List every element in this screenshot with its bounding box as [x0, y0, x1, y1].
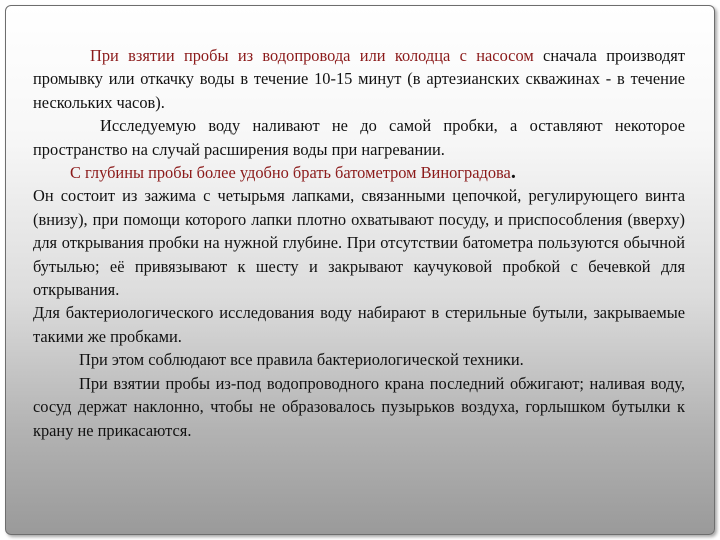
- paragraph-2: Исследуемую воду наливают не до самой пробки, а оставляют некоторое пространство на случай расширения воды при нагревании.: [33, 116, 685, 159]
- paragraph-1: [33, 44, 685, 114]
- paragraph-6: При этом соблюдают все правила бактериологической техники.: [79, 350, 524, 370]
- paragraph-1-highlight: При взятии пробы из водопровода или колодца с насосом: [90, 46, 534, 65]
- paragraph-3-highlight: С глубины пробы более удобно брать батометром Виноградова: [70, 163, 511, 183]
- paragraph-5: Для бактериологического исследования воду набирают в стерильные бутыли, закрываемые такими же пробками.: [33, 303, 685, 346]
- paragraph-3: [33, 161, 685, 184]
- paragraph-3-period: .: [510, 161, 516, 184]
- slide-frame: [5, 5, 715, 535]
- slide-text-body: [33, 44, 685, 442]
- paragraph-1-text: сначала производят промывку или откачку воды в течение 10-15 минут (в артезианских скважинах - в течение нескольких часов).: [33, 46, 685, 112]
- paragraph-7: При взятии пробы из-под водопроводного крана последний обжигают; наливая воду, сосуд держат наклонно, чтобы не образовалось пузырьков воздуха, горлышком бутылки к крану не прикасаются.: [33, 373, 685, 440]
- paragraph-4: Он состоит из зажима с четырьмя лапками, связанными цепочкой, регулирующего винта (внизу), при помощи которого лапки плотно охватывают посуду, и приспособления (вверху) для открывания пробки на нужной глубине. При отсутствии батометра пользуются обычной бутылью; её привязывают к шесту и закрывают каучуковой пробкой с бечевкой для открывания.: [33, 186, 685, 300]
